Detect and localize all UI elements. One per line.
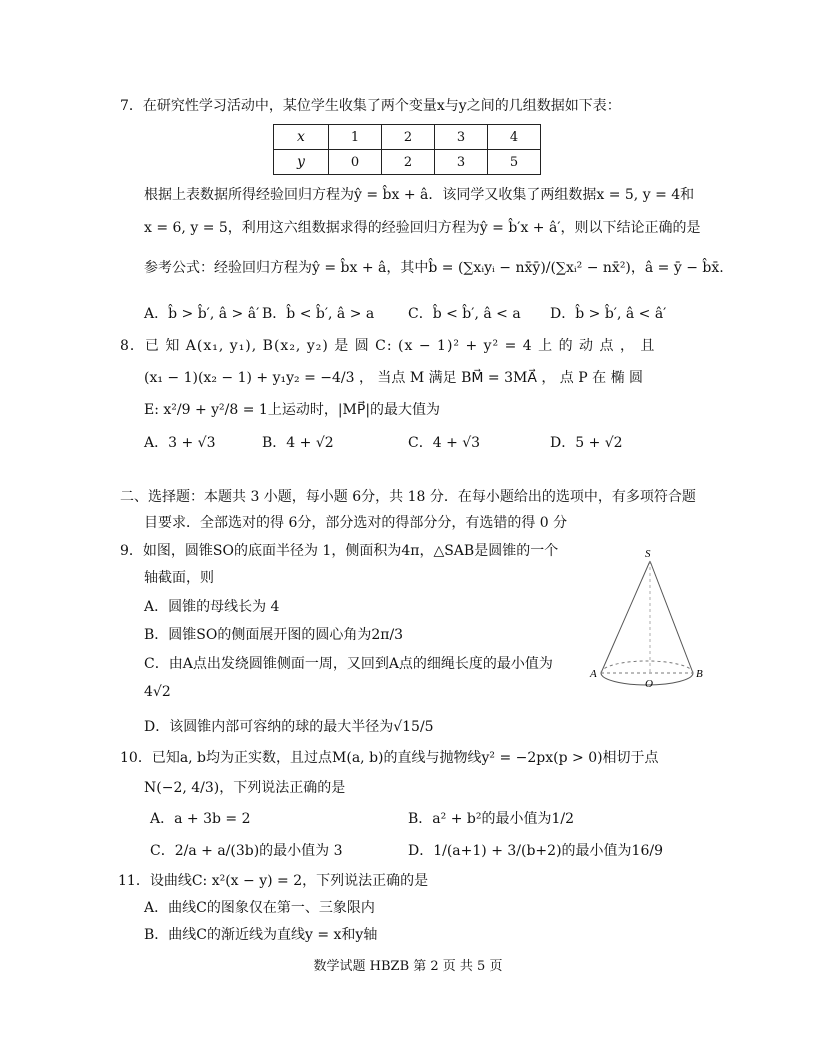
question-7-stem: 7．在研究性学习活动中，某位学生收集了两个变量x与y之间的几组数据如下表： bbox=[120, 98, 621, 114]
option-d: D．该圆锥内部可容纳的球的最大半径为√15/5 bbox=[144, 719, 434, 735]
question-9-stem-2: 轴截面，则 bbox=[144, 570, 214, 586]
option-d: D．b̂ > b̂′, â < â′ bbox=[550, 306, 667, 322]
question-11-stem: 11．设曲线C: x²(x − y) = 2，下列说法正确的是 bbox=[118, 873, 429, 889]
option-a: A．a + 3b = 2 bbox=[150, 811, 251, 827]
cone-edge-right bbox=[650, 561, 693, 673]
question-7-line-2: x = 6, y = 5，利用这六组数据求得的经验回归方程为ŷ = b̂′x + â′，则以下结论正确的是 bbox=[144, 220, 701, 236]
option-a: A．曲线C的图象仅在第一、三象限内 bbox=[144, 900, 375, 916]
page-footer: 数学试题 HBZB 第 2 页 共 5 页 bbox=[313, 959, 503, 974]
table-row-x bbox=[274, 125, 541, 150]
table-header-x: x bbox=[274, 125, 329, 150]
section-2-instructions: 目要求．全部选对的得 6分，部分选对的得部分分，有选错的得 0 分 bbox=[144, 515, 568, 531]
option-b: B．曲线C的渐近线为直线y = x和y轴 bbox=[144, 927, 378, 943]
cone-figure bbox=[588, 545, 718, 695]
question-8-line-3: E: x²/9 + y²/8 = 1上运动时，|MP⃗|的最大值为 bbox=[144, 402, 441, 418]
question-10-stem-2: N(−2, 4/3)，下列说法正确的是 bbox=[144, 780, 346, 796]
table-cell: 2 bbox=[382, 125, 435, 150]
label-s: S bbox=[645, 548, 651, 560]
table-cell: 2 bbox=[382, 150, 435, 175]
question-8-line-2: (x₁ − 1)(x₂ − 1) + y₁y₂ = −4/3 ， 当点 M 满足 BM⃗ = 3MA⃗ ， 点 P 在 椭 圆 bbox=[144, 370, 644, 386]
option-d: D．1/(a+1) + 3/(b+2)的最小值为16/9 bbox=[408, 843, 663, 859]
table-cell: 1 bbox=[329, 125, 382, 150]
table-cell: 3 bbox=[435, 150, 488, 175]
question-7-line-1: 根据上表数据所得经验回归方程为ŷ = b̂x + â．该同学又收集了两组数据x = 5, y = 4和 bbox=[144, 187, 695, 203]
table-cell: 3 bbox=[435, 125, 488, 150]
label-a: A bbox=[590, 668, 597, 680]
cone-base-back bbox=[601, 661, 693, 673]
option-c-continued: 4√2 bbox=[144, 684, 171, 700]
option-c: C．4 + √3 bbox=[408, 435, 481, 451]
option-d: D．5 + √2 bbox=[550, 435, 623, 451]
question-7-formula: 参考公式：经验回归方程为ŷ = b̂x + â，其中b̂ = (∑xᵢyᵢ − nx̄ȳ)/(∑xᵢ² − nx̄²)，â = ȳ − b̂x̄. bbox=[144, 260, 724, 276]
option-b: B．a² + b²的最小值为1/2 bbox=[408, 811, 574, 827]
table-cell: 5 bbox=[488, 150, 541, 175]
option-c: C．b̂ < b̂′, â < a bbox=[408, 306, 521, 322]
option-a: A．b̂ > b̂′, â > â′ bbox=[144, 306, 260, 322]
question-9-stem: 9．如图，圆锥SO的底面半径为 1，侧面积为4π，△SAB是圆锥的一个 bbox=[120, 543, 559, 559]
table-cell: 0 bbox=[329, 150, 382, 175]
question-10-stem: 10．已知a, b均为正实数，且过点M(a, b)的直线与抛物线y² = −2px(p > 0)相切于点 bbox=[120, 750, 659, 766]
option-a: A．3 + √3 bbox=[144, 435, 216, 451]
data-table bbox=[273, 124, 541, 175]
option-c: C．2/a + a/(3b)的最小值为 3 bbox=[150, 843, 343, 859]
label-o: O bbox=[645, 678, 653, 690]
cone-edge-left bbox=[601, 561, 650, 673]
option-b: B．4 + √2 bbox=[262, 435, 334, 451]
option-b: B．b̂ < b̂′, â > a bbox=[262, 306, 375, 322]
option-a: A．圆锥的母线长为 4 bbox=[144, 599, 280, 615]
option-b: B．圆锥SO的侧面展开图的圆心角为2π/3 bbox=[144, 627, 404, 643]
table-row-y bbox=[274, 150, 541, 175]
table-header-y: y bbox=[274, 150, 329, 175]
section-2-heading: 二、选择题：本题共 3 小题，每小题 6分，共 18 分．在每小题给出的选项中，有多项符合题 bbox=[120, 489, 696, 505]
question-8-line-1: 8．已 知 A(x₁, y₁), B(x₂, y₂) 是 圆 C: (x − 1)² + y² = 4 上 的 动 点 ， 且 bbox=[120, 338, 656, 354]
table-cell: 4 bbox=[488, 125, 541, 150]
option-c: C．由A点出发绕圆锥侧面一周，又回到A点的细绳长度的最小值为 bbox=[144, 656, 553, 672]
label-b: B bbox=[696, 668, 703, 680]
